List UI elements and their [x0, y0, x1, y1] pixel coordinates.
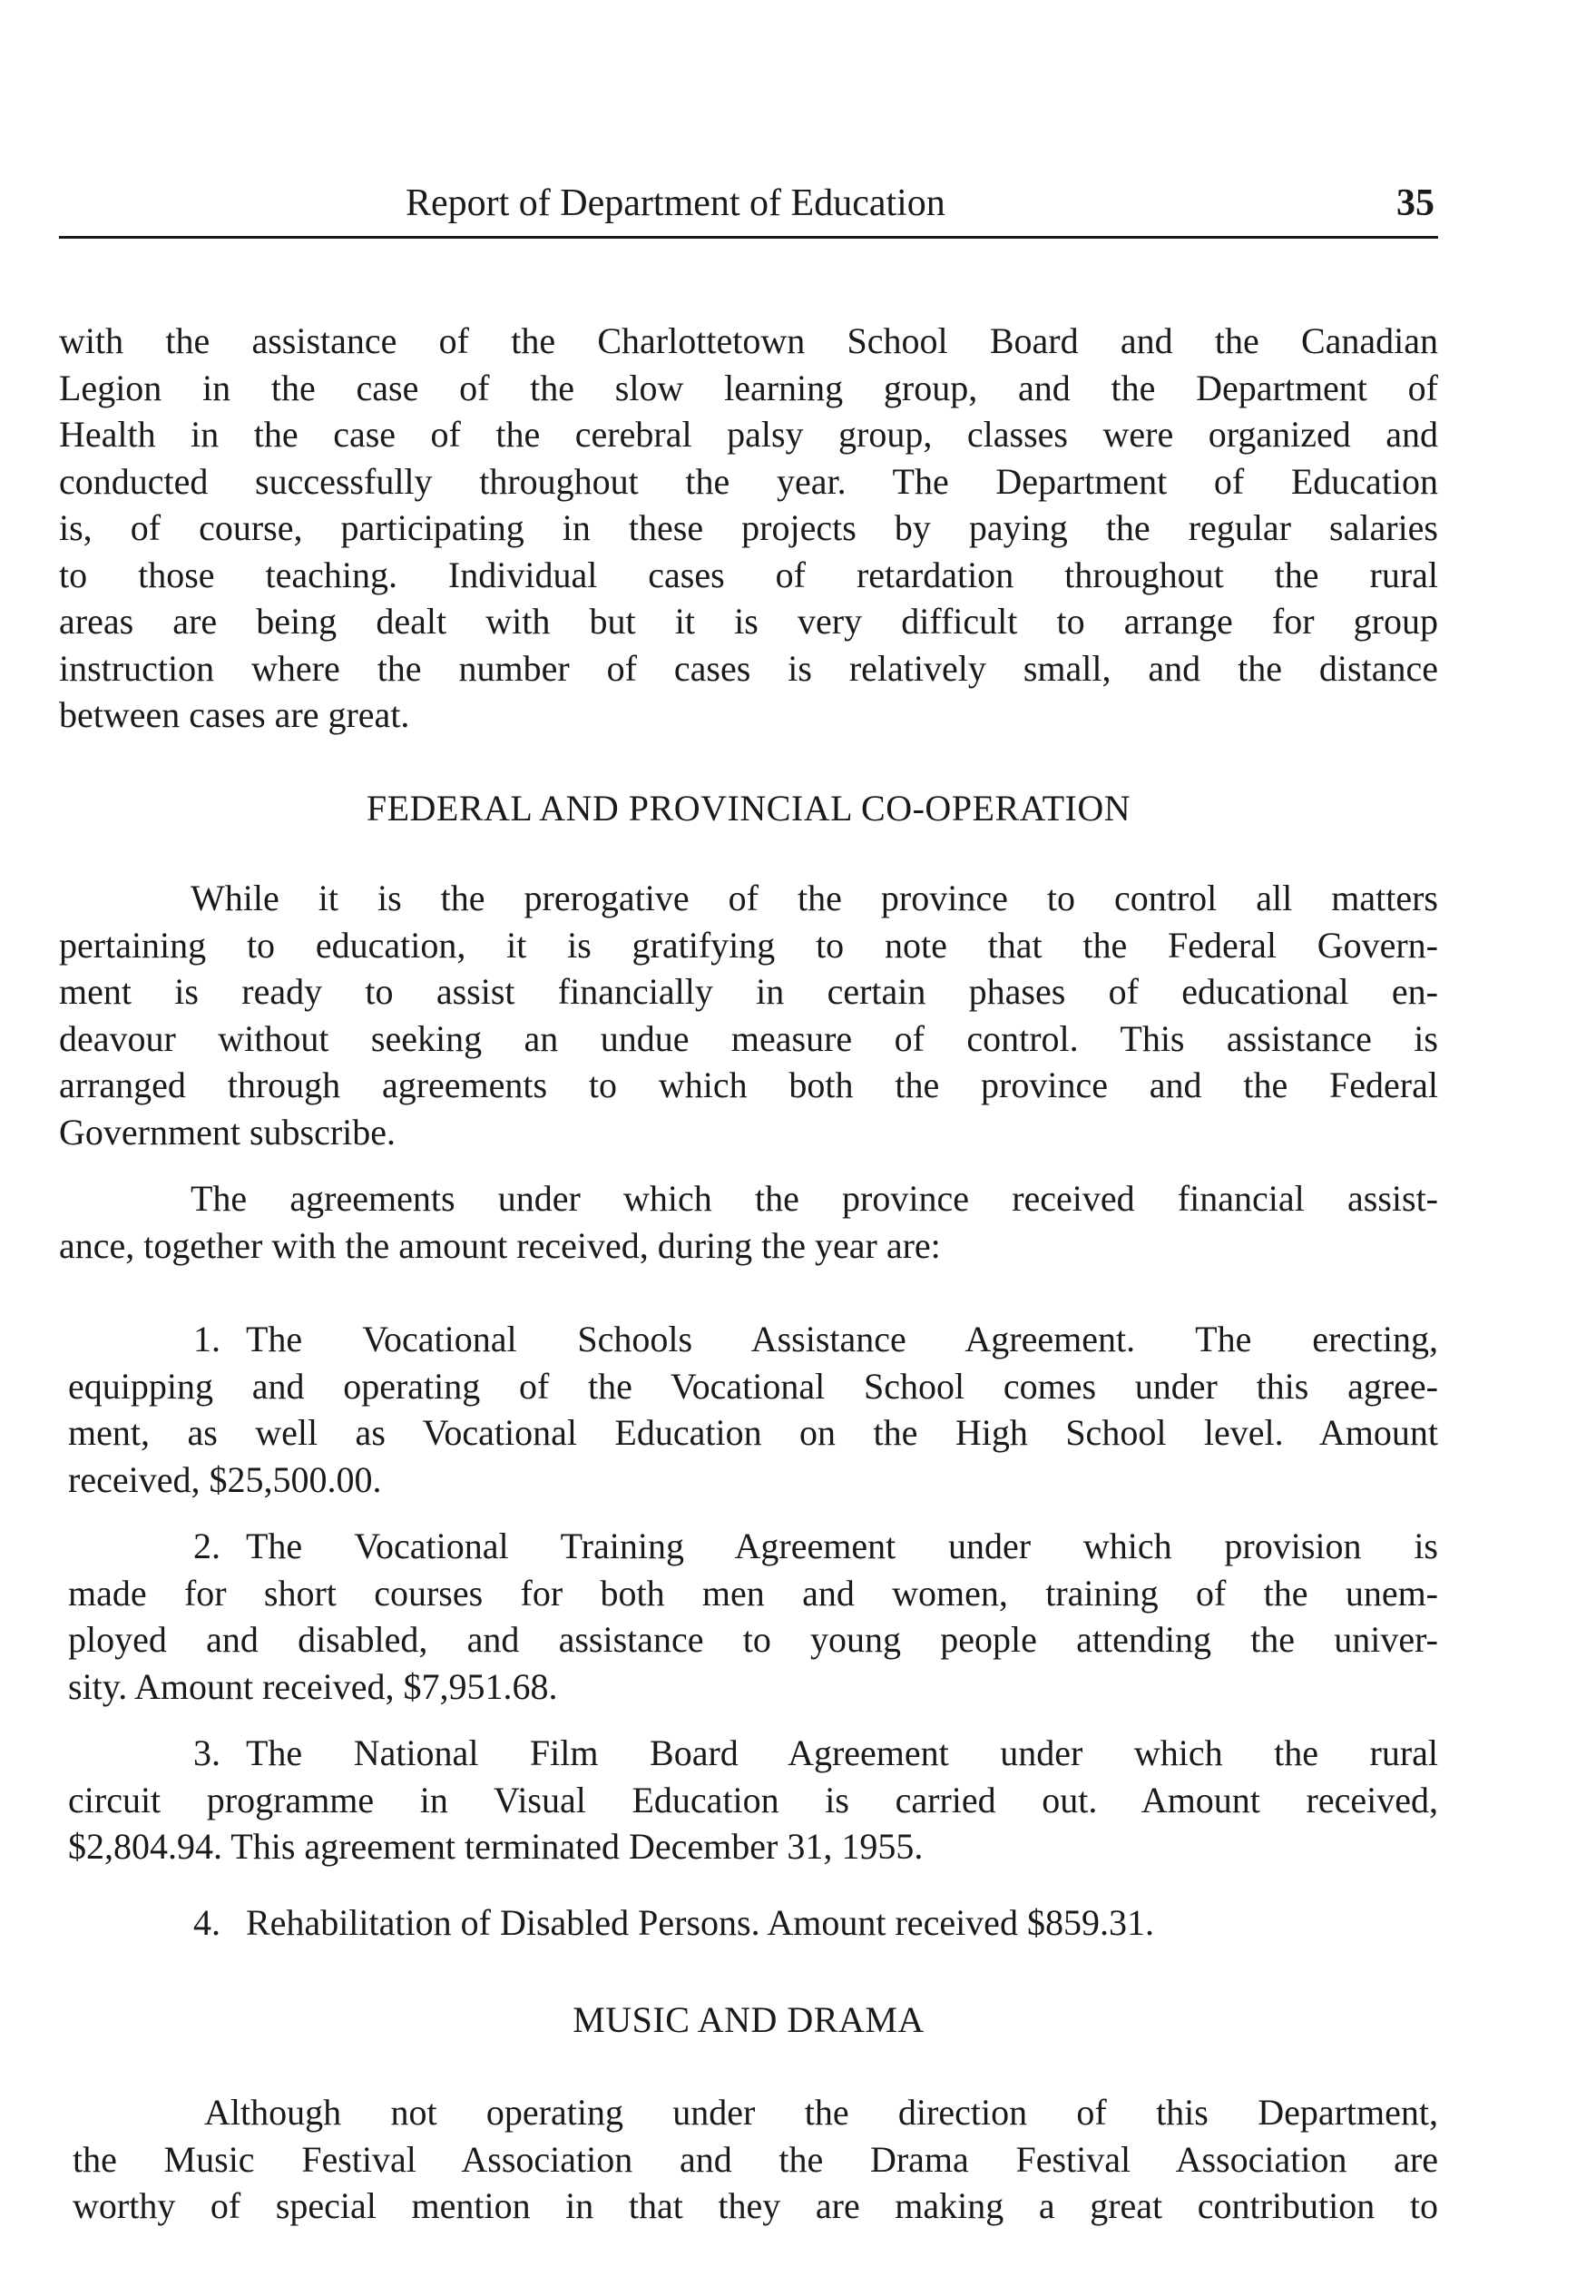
item-text: The National Film Board Agreement under which the rural [246, 1732, 1438, 1773]
item-number: 1. [193, 1319, 220, 1359]
agreement-item-2 [68, 1523, 1438, 1710]
text-line [68, 1316, 1438, 1363]
text-line: $2,804.94. This agreement terminated December 31, 1955. [68, 1826, 924, 1867]
text-line: deavour without seeking an undue measure of control. This assistance is [59, 1017, 1438, 1059]
header-rule [59, 236, 1438, 239]
item-text: Rehabilitation of Disabled Persons. Amount received $859.31. [246, 1902, 1154, 1943]
paragraph-agreements-intro [59, 1175, 1438, 1269]
text-line: Although not operating under the direction of this Department, [204, 2092, 1438, 2133]
text-line: While it is the prerogative of the province to control all matters [191, 878, 1438, 918]
section-heading-music: MUSIC AND DRAMA [573, 1999, 925, 2040]
text-line: pertaining to education, it is gratifying to note that the Federal Govern- [59, 924, 1438, 966]
text-line: Government subscribe. [59, 1111, 397, 1153]
section-heading-federal: FEDERAL AND PROVINCIAL CO-OPERATION [366, 788, 1131, 829]
text-line: equipping and operating of the Vocational School comes under this agree- [68, 1365, 1438, 1407]
text-line [68, 1730, 1438, 1777]
text-line: received, $25,500.00. [68, 1458, 382, 1500]
paragraph-special-classes [59, 318, 1438, 739]
running-header [59, 178, 1438, 229]
text-line: ployed and disabled, and assistance to young people attending the univer- [68, 1619, 1438, 1660]
text-line: The agreements under which the province received financial assist- [191, 1178, 1438, 1219]
text-line: conducted successfully throughout the year. The Department of Education [59, 460, 1438, 502]
text-line: ment is ready to assist financially in certain phases of educational en- [59, 971, 1438, 1012]
text-line: with the assistance of the Charlottetown School Board and the Canadian [59, 320, 1438, 361]
text-line: ment, as well as Vocational Education on the High School level. Amount [68, 1412, 1438, 1453]
text-line: between cases are great. [59, 694, 410, 735]
paragraph-music-drama [73, 2089, 1438, 2230]
text-line: instruction where the number of cases is relatively small, and the distance [59, 647, 1438, 689]
text-line: arranged through agreements to which both the province and the Federal [59, 1065, 1438, 1105]
agreement-item-3 [68, 1730, 1438, 1870]
text-line: the Music Festival Association and the Drama Festival Association are [73, 2138, 1438, 2180]
item-number: 4. [193, 1902, 220, 1943]
text-line: to those teaching. Individual cases of retardation throughout the rural [59, 554, 1438, 595]
text-line: sity. Amount received, $7,951.68. [68, 1665, 558, 1707]
text-line: worthy of special mention in that they are making a great contribution to [73, 2185, 1438, 2226]
page-number: 35 [1396, 182, 1434, 224]
item-number: 3. [193, 1732, 220, 1773]
text-line: made for short courses for both men and women, training of the unem- [68, 1572, 1438, 1614]
text-line [68, 1899, 1438, 1947]
item-text: The Vocational Schools Assistance Agreement. The erecting, [246, 1319, 1438, 1359]
item-text: The Vocational Training Agreement under which provision is [246, 1526, 1438, 1566]
text-line: areas are being dealt with but it is very difficult to arrange for group [59, 601, 1438, 642]
text-line [68, 1523, 1438, 1570]
text-line: ance, together with the amount received, during the year are: [59, 1224, 941, 1266]
header-title: Report of Department of Education [406, 182, 945, 224]
paragraph-federal-intro [59, 875, 1438, 1155]
item-number: 2. [193, 1526, 220, 1566]
text-line: circuit programme in Visual Education is carried out. Amount received, [68, 1779, 1438, 1820]
text-line: Health in the case of the cerebral palsy group, classes were organized and [59, 414, 1438, 455]
agreement-item-4 [68, 1899, 1438, 1947]
text-line: Legion in the case of the slow learning group, and the Department of [59, 367, 1438, 408]
text-line: is, of course, participating in these projects by paying the regular salaries [59, 507, 1438, 548]
agreement-item-1 [68, 1316, 1438, 1503]
